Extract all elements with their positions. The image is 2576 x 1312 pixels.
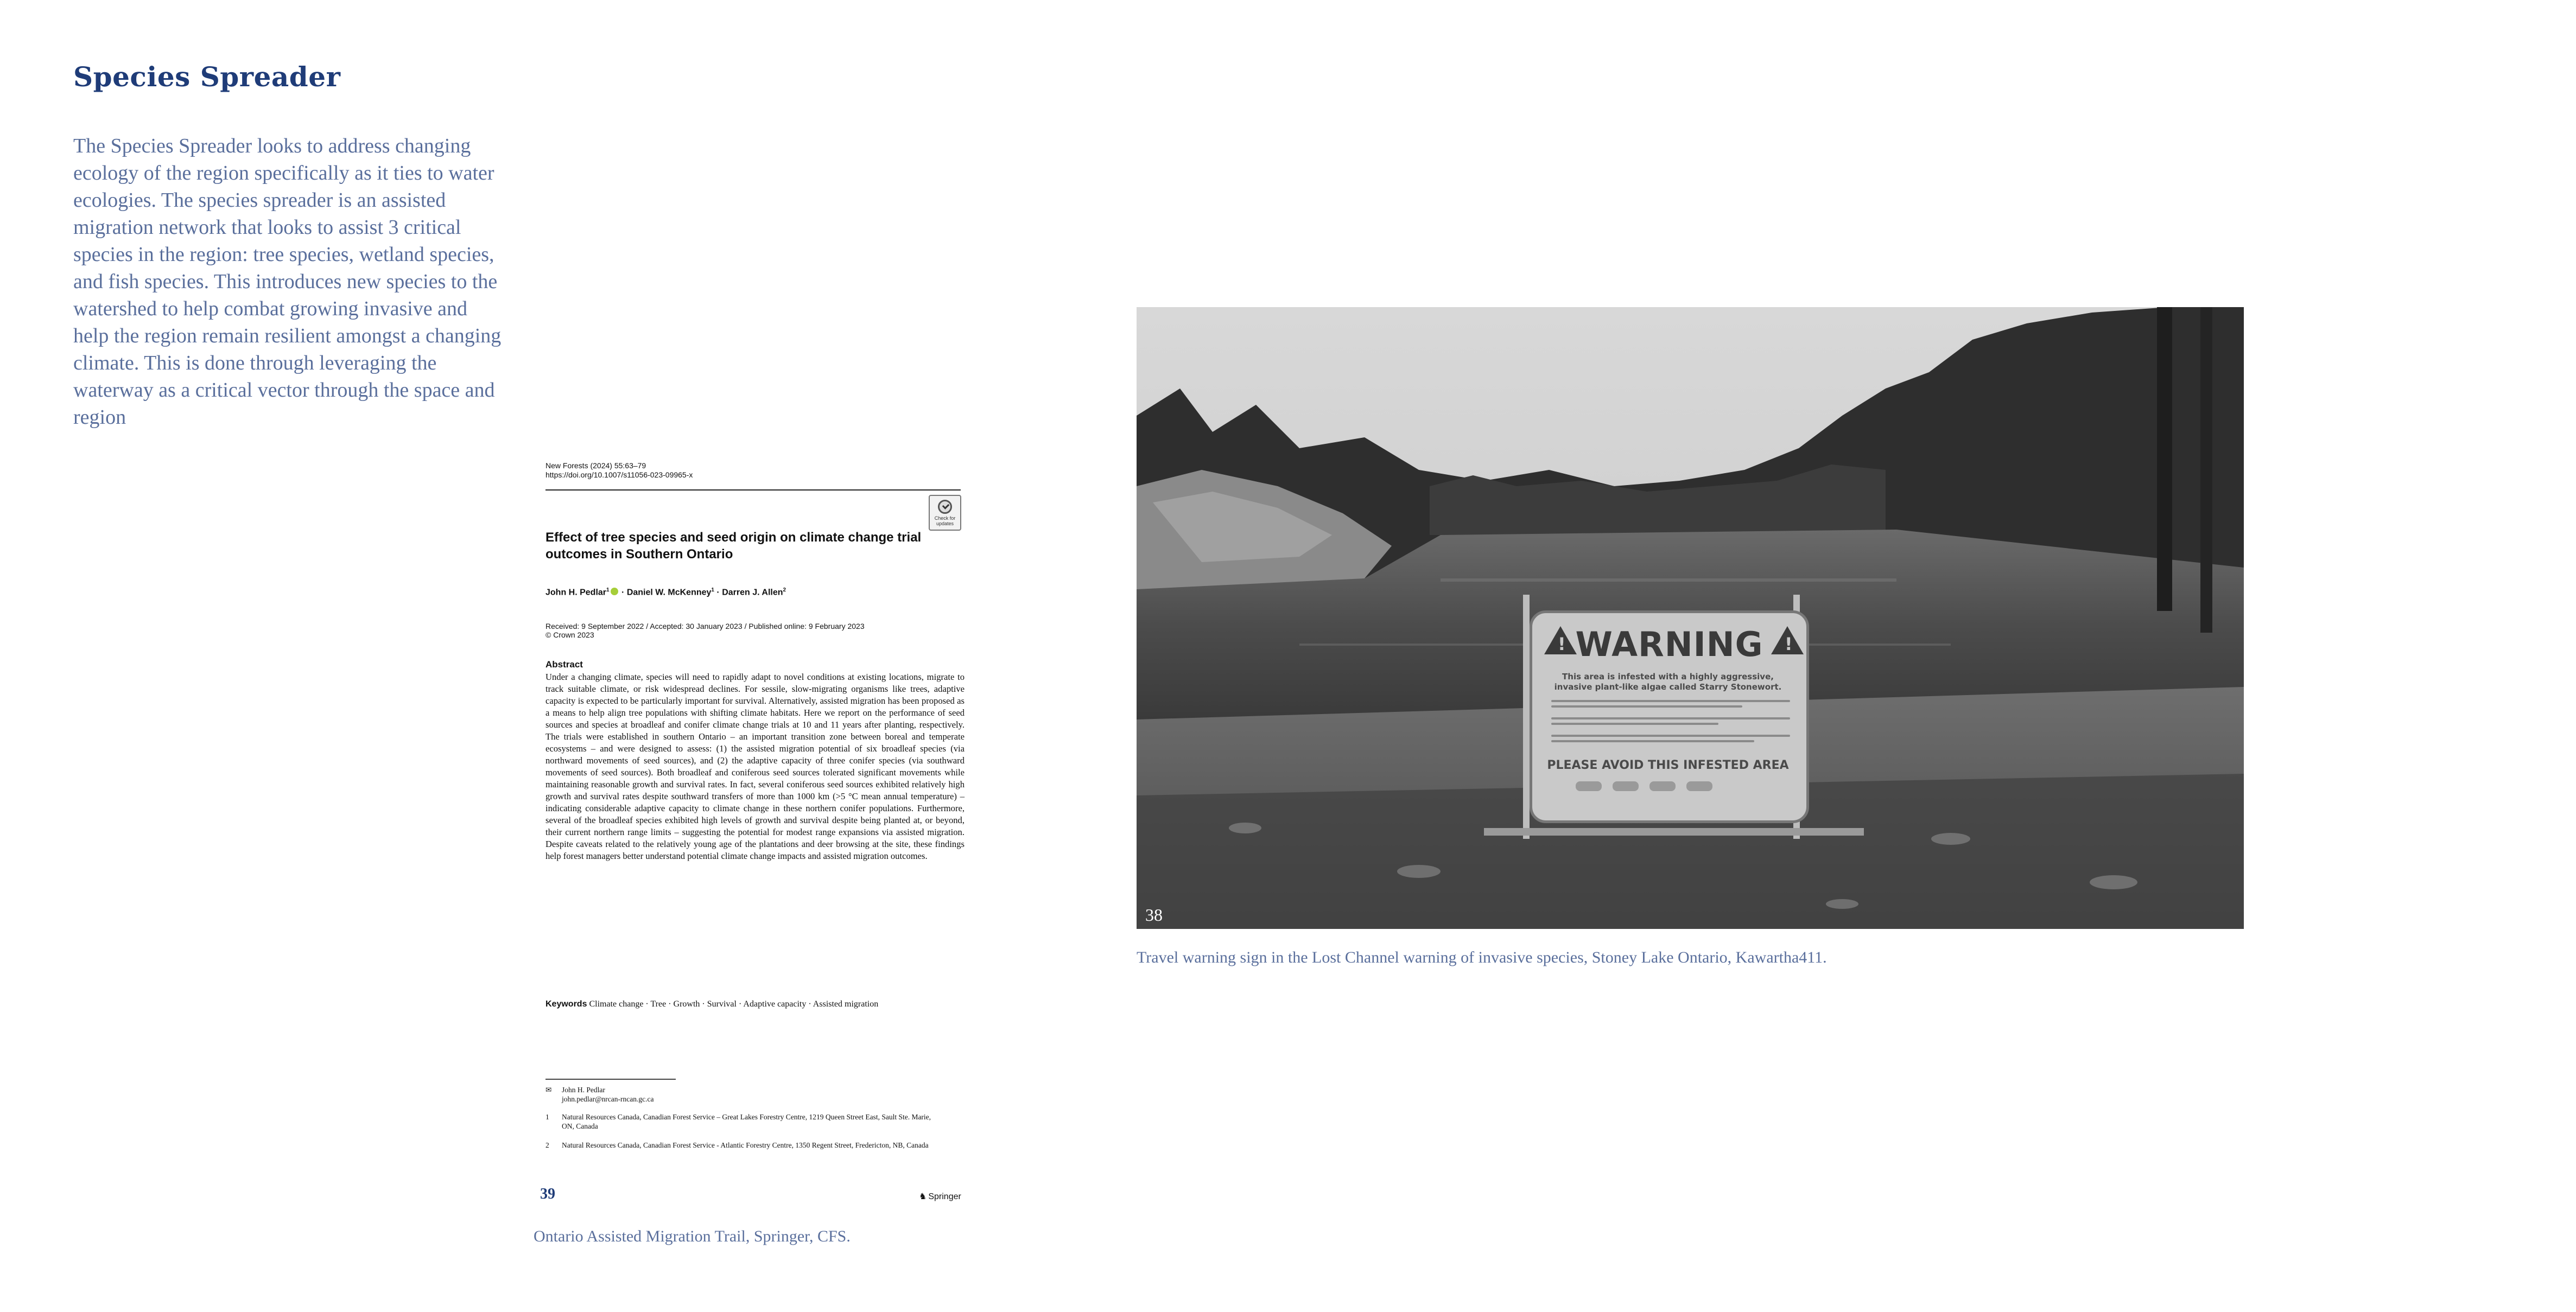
section-description: The Species Spreader looks to address changing ecology of the region specifically as it ties to water ecologies. The species spreader is an assisted migration network that looks to assist 3 critical species in the region: tree species, wetland species, and fish species. This introduces new species to the watershed to help combat growing invasive and help the region remain resilient amongst a changing climate. This is done through leveraging the waterway as a critical vector through the space and region [73,135,502,429]
copyright: © Crown 2023 [545,630,594,639]
agency-logos [1576,781,1766,798]
warning-subheading: This area is infested with a highly aggressive, invasive plant-like algae called Starry Stonewort. [1554,672,1782,692]
warning-avoid-text: PLEASE AVOID THIS INFESTED AREA [1547,759,1789,772]
abstract-heading: Abstract [545,659,583,670]
warning-fine-print [1551,735,1790,740]
publisher-logo [919,1191,961,1202]
journal-citation: New Forests (2024) 55:63–79 [545,461,646,470]
doi-link[interactable]: https://doi.org/10.1007/s11056-023-09965-x [545,470,693,479]
keywords [545,998,965,1010]
author-separator: · [619,588,627,597]
warning-fine-print [1551,700,1790,705]
author-name: John H. Pedlar [545,588,607,597]
affiliation-footnote [545,1141,942,1150]
affiliation-marker: 1 [606,587,610,593]
check-updates-label: Check for updates [934,515,956,526]
photo-caption: Travel warning sign in the Lost Channel warning of invasive species, Stoney Lake Ontario, Kawartha411. [1137,948,1827,966]
footnote-number: 1 [545,1113,549,1121]
corresponding-author-footnote [545,1085,942,1104]
section-title: Species Spreader [73,61,341,93]
springer-horse-icon: ♞ [919,1192,927,1201]
orcid-icon[interactable] [611,588,618,595]
paper-first-page [540,456,974,1205]
author-list [545,587,786,597]
check-updates-icon [938,500,952,514]
footnote-text: Natural Resources Canada, Canadian Forest Service - Atlantic Forestry Centre, 1350 Regent Street, Fredericton, NB, Canada [562,1141,929,1149]
affiliation-marker: 1 [711,587,714,593]
warning-fine-print [1551,717,1790,723]
warning-sign [1530,610,1809,823]
envelope-icon: ✉ [545,1086,552,1094]
footnote-number: 2 [545,1141,549,1149]
paper-title: Effect of tree species and seed origin on climate change trial outcomes in Southern Ontario [545,530,922,562]
abstract-text: Under a changing climate, species will need to rapidly adapt to novel conditions at existing locations, migrate to track suitable climate, or risk widespread declines. For sessile, slow-migrating organisms like trees, adaptive capacity is expected to be particularly important for survival. Alternatively, assisted migration has been proposed as a means to help align tree populations with shifting climate habitats. Here we report on the performance of seed sources and species at broadleaf and conifer climate change trials at 10 and 11 years after planting, respectively. The trials were established in southern Ontario – an important transition zone between boreal and temperate ecosystems – and were designed to assess: (1) the assisted migration potential of six broadleaf species (via northward movements of seed sources), and (2) the adaptive capacity of three conifer species (via southward movements of seed sources). Both broadleaf and coniferous seed sources tolerated significant movements while maintaining reasonable growth and survival rates. In fact, several coniferous seed sources exhibited relatively high growth and survival rates despite southward transfers of more than 1000 km (>5 °C mean annual temperature) – indicating considerable adaptive capacity to climate change in these northern conifer populations. Furthermore, several of the broadleaf species exhibited high levels of growth and survival despite being planted at, or beyond, their current northern range limits – suggesting the potential for modest range expansions via assisted migration. Despite caveats related to the relatively young age of the plantations and deer browsing at the site, these findings help forest managers better understand potential climate change impacts and assisted migration outcomes. [545,672,965,861]
author-name: Darren J. Allen [722,588,783,597]
page-number: 39 [540,1186,555,1202]
keywords-label: Keywords [545,999,587,1009]
corresponding-author-email[interactable]: john.pedlar@nrcan-rncan.gc.ca [562,1095,654,1103]
corresponding-author-name: John H. Pedlar [562,1086,605,1094]
header-rule [545,489,961,491]
paper-caption: Ontario Assisted Migration Trail, Springer, CFS. [534,1227,851,1245]
publisher-name: Springer [928,1192,961,1201]
check-for-updates-badge[interactable] [929,495,961,531]
affiliation-footnote [545,1112,942,1131]
warning-heading: WARNING [1575,625,1763,664]
page-number: 38 [1145,905,1163,925]
affiliation-marker: 2 [783,587,786,593]
author-separator: · [714,588,722,597]
keywords-list: Climate change · Tree · Growth · Survival · Adaptive capacity · Assisted migration [589,999,879,1009]
author-name: Daniel W. McKenney [626,588,712,597]
footnote-text: Natural Resources Canada, Canadian Forest Service – Great Lakes Forestry Centre, 1219 Queen Street East, Sault Ste. Marie, ON, Canada [562,1113,931,1130]
publication-dates: Received: 9 September 2022 / Accepted: 30 January 2023 / Published online: 9 February 2023 [545,622,865,630]
footnote-rule [545,1079,676,1080]
